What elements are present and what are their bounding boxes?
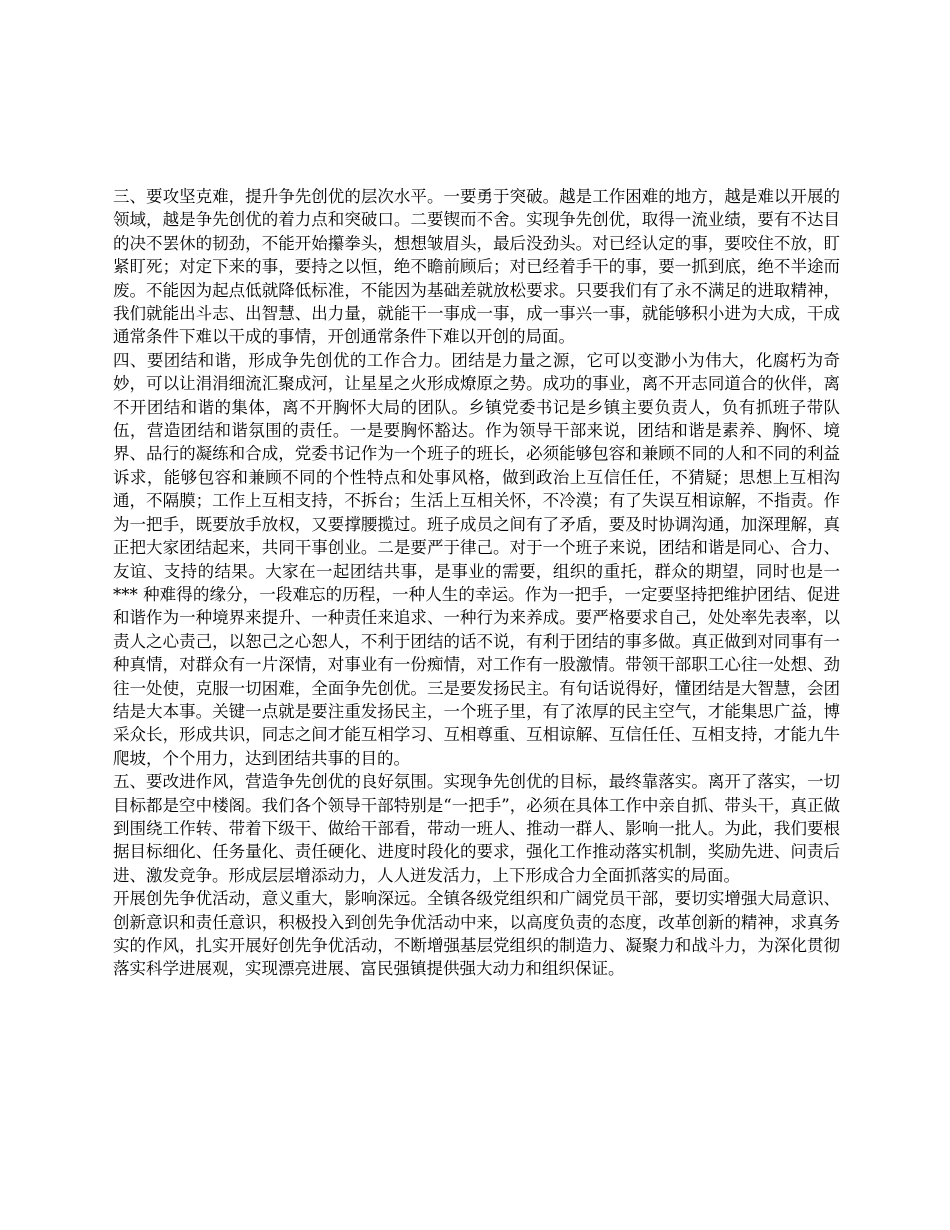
paragraph-conclusion: 开展创先争优活动，意义重大，影响深远。全镇各级党组织和广阔党员干部，要切实增强大局意识、创新意识和责任意识，积极投入到创先争优活动中来，以高度负责的态度，改革创新的精神，求真务实的作风，扎实开展好创先争优活动，不断增强基层党组织的制造力、凝聚力和战斗力，为深化贯彻落实科学进展观，实现漂亮进展、富民强镇提供强大动力和组织保证。 (113, 889, 840, 979)
document-body (113, 185, 840, 981)
paragraph-section-four: 四、要团结和谐，形成争先创优的工作合力。团结是力量之源，它可以变渺小为伟大，化腐朽为奇妙，可以让涓涓细流汇聚成河，让星星之火形成燎原之势。成功的事业，离不开志同道合的伙伴，离不开团结和谐的集体，离不开胸怀大局的团队。乡镇党委书记是乡镇主要负责人，负有抓班子带队伍，营造团结和谐氛围的责任。一是要胸怀豁达。作为领导干部来说，团结和谐是素养、胸怀、境界、品行的凝练和合成，党委书记作为一个班子的班长，必须能够包容和兼顾不同的人和不同的利益诉求，能够包容和兼顾不同的个性特点和处事风格，做到政治上互信任任，不猜疑；思想上互相沟通，不隔膜；工作上互相支持，不拆台；生活上互相关怀，不冷漠；有了失误互相谅解，不指责。作为一把手，既要放手放权，又要撑腰揽过。班子成员之间有了矛盾，要及时协调沟通，加深理解，真正把大家团结起来，共同干事创业。二是要严于律己。对于一个班子来说，团结和谐是同心、合力、友谊、支持的结果。大家在一起团结共事，是事业的需要，组织的重托，群众的期望，同时也是一*** 种难得的缘分，一段难忘的历程，一种人生的幸运。作为一把手，一定要坚持把维护团结、促进和谐作为一种境界来提升、一种责任来追求、一种行为来养成。要严格要求自己，处处率先表率，以责人之心责己，以恕己之心恕人，不利于团结的话不说，有利于团结的事多做。真正做到对同事有一种真情，对群众有一片深情，对事业有一份痴情，对工作有一股激情。带领干部职工心往一处想、劲往一处使，克服一切困难，全面争先创优。三是要发扬民主。有句话说得好，懂团结是大智慧，会团结是大本事。关键一点就是要注重发扬民主，一个班子里，有了浓厚的民主空气，才能集思广益，博采众长，形成共识，同志之间才能互相学习、互相尊重、互相谅解、互信任任、互相支持，才能九牛爬坡，个个用力，达到团结共事的目的。 (113, 350, 840, 768)
paragraph-section-three: 三、要攻坚克难，提升争先创优的层次水平。一要勇于突破。越是工作困难的地方，越是难以开展的领域，越是争先创优的着力点和突破口。二要锲而不舍。实现争先创优，取得一流业绩，要有不达目的决不罢休的韧劲，不能开始攥拳头，想想皱眉头，最后没劲头。对已经认定的事，要咬住不放，盯紧盯死；对定下来的事，要持之以恒，绝不瞻前顾后；对已经着手干的事，要一抓到底，绝不半途而废。不能因为起点低就降低标准，不能因为基础差就放松要求。只要我们有了永不满足的进取精神，我们就能出斗志、出智慧、出力量，就能干一事成一事，成一事兴一事，就能够积小进为大成，干成通常条件下难以干成的事情，开创通常条件下难以开创的局面。 (113, 187, 840, 347)
paragraph-section-five: 五、要改进作风，营造争先创优的良好氛围。实现争先创优的目标，最终靠落实。离开了落实，一切目标都是空中楼阁。我们各个领导干部特别是“一把手”，必须在具体工作中亲自抓、带头干，真正做到围绕工作转、带着下级干、做给干部看，带动一班人、推动一群人、影响一批人。为此，我们要根据目标细化、任务量化、责任硬化、进度时段化的要求，强化工作推动落实机制，奖励先进、问责后进、激发竞争。形成层层增添动力，人人迸发活力，上下形成合力全面抓落实的局面。 (113, 772, 840, 885)
